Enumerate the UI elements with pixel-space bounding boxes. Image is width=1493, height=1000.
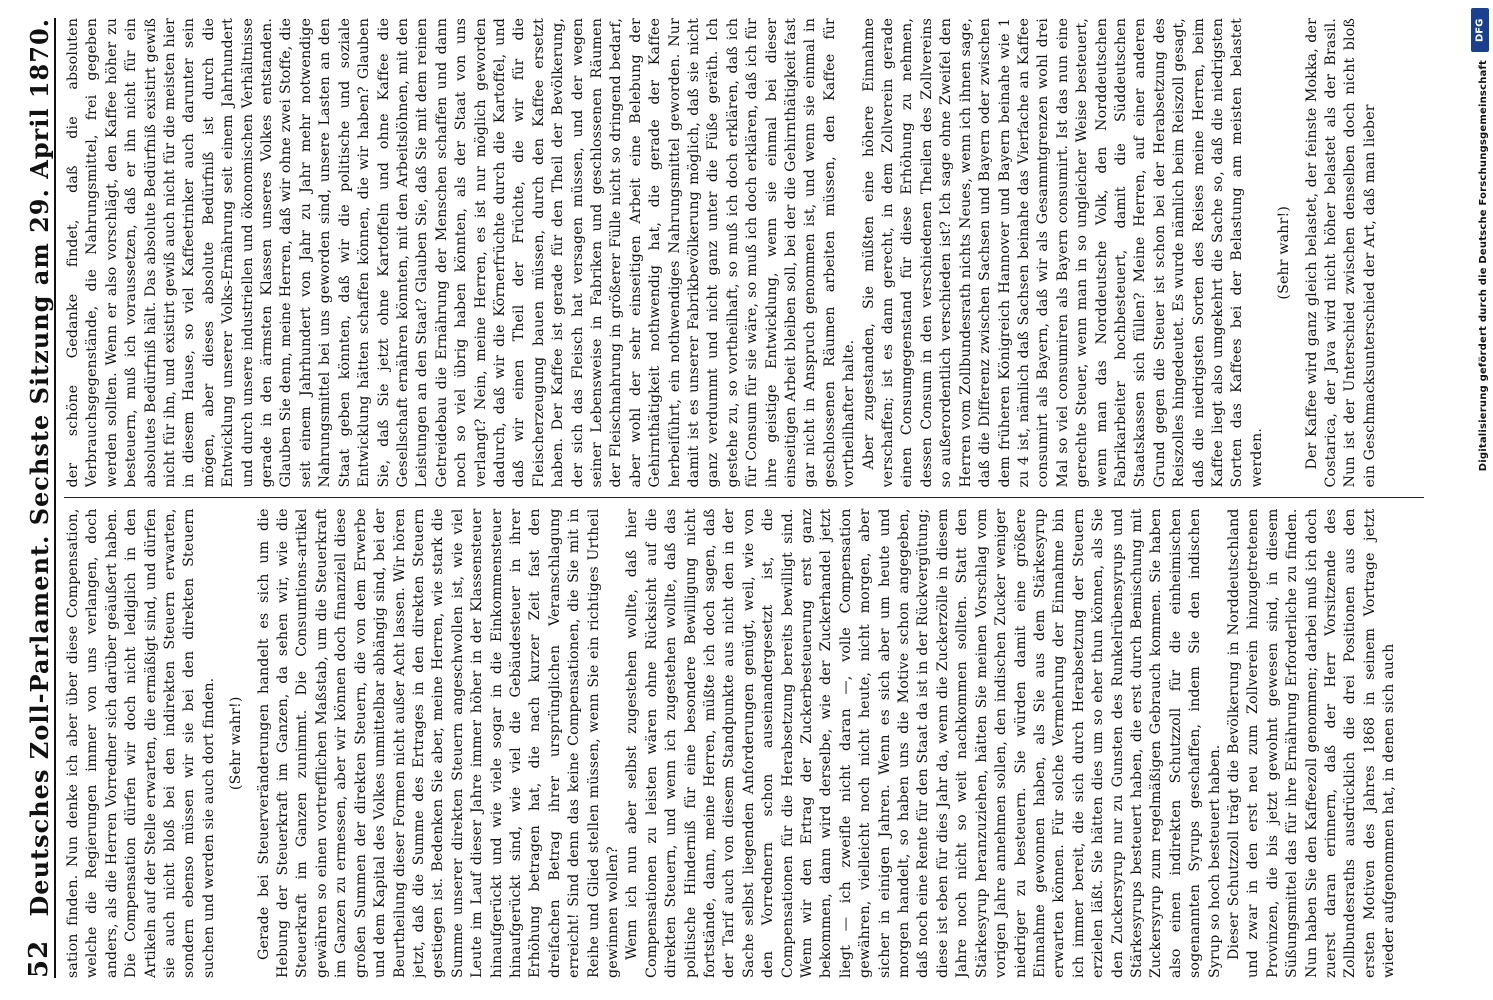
paragraph: Wenn ich nun aber selbst zugestehen wollte, daß hier Compensationen zu leisten wären ohne Rücksicht auf die direkten Steuern, und wenn ich zugestehen wollte, daß das politische Hinderniß für eine besondere Bewilligung nicht fortstände, dann, meine Herren, müßte ich doch sagen, daß der Tarif auch von diesem Standpunkte aus nicht den in der Sache selbst liegenden Anforderungen genügt, weil, wie von den Vorrednern schon auseinandergesetzt ist, die Compensationen für die Herabsetzung bereits bewilligt sind. Wenn wir den Ertrag der Zuckerbesteuerung erst ganz bekommen, dann wird derselbe, wie der Zuckerhandel jetzt liegt — ich zweifle nicht daran —, volle Compensation gewähren, vielleicht noch nicht heute, nicht morgen, aber sicher in einigen Jahren. Wenn es sich aber um heute und morgen handelt, so haben uns die Motive schon angegeben, daß noch eine Rente für den Staat da ist in der Rückvergütung; diese ist eben für dies Jahr da, wenn die Zuckerzölle in diesem Jahre noch nicht so weit nachkommen sollten. Statt den Stärkesyrup heranzuziehen, hätten Sie meinen Vorschlag vom vorigen Jahre annehmen sollen, den indischen Zucker weniger niedriger zu besteuern. Sie würden damit eine größere Einnahme gewonnen haben, als Sie aus dem Stärkesyrup erwarten können. Für solche Vermehrung der Einnahme bin ich immer bereit, die sich durch Herabsetzung der Steuern erzielen läßt. Sie hätten dies um so eher thun können, als Sie den Zuckersyrup nur zu Gunsten des Runkelrübensyrups und Stärkesyrups besteuert haben, die erst durch Bemischung mit Zuckersyrup zum regelmäßigen Gebrauch kommen. Sie haben also einen indirekten Schutzzoll für die einheimischen sogenannten Syrups geschaffen, indem Sie den indischen Syrup so hoch besteuert haben. — [624, 508, 1223, 978]
dfg-logo: DFG — [1471, 8, 1489, 52]
page-header — [14, 18, 56, 978]
page-number: 52 — [24, 939, 54, 978]
paragraph: der schöne Gedanke findet, daß die absoluten Verbrauchsgegenstände, die Nahrungsmittel, frei gegeben werden sollten. Wenn er also vorschlägt, den Kaffee höher zu besteuern, muß ich voraussetzen, daß er ihn nicht für ein absolutes Bedürfniß hält. Das absolute Bedürfniß existirt gewiß nicht für ihn, und existirt gewiß auch nicht für die meisten hier in diesem Hause, so viel Kaffeetrinker auch darunter sein mögen, aber dieses absolute Bedürfniß ist durch die Entwicklung unserer Volks-Ernährung seit einem Jahrhundert und durch unsere industriellen und ökonomischen Verhältnisse gerade in den ärmsten Klassen unseres Volkes entstanden. Glauben Sie denn, meine Herren, daß wir ohne zwei Stoffe, die seit einem Jahrhundert von Jahr zu Jahr mehr notwendige Nahrungsmittel bei uns geworden sind, unsere Lasten an den Staat geben könnten, daß wir die politische und soziale Entwicklung hätten schaffen können, die wir haben? Glauben Sie, daß Sie jetzt ohne Kartoffeln und ohne Kaffee die Gesellschaft ernähren könnten, mit den Arbeitslöhnen, mit den Leistungen an den Staat? Glauben Sie, daß Sie mit dem reinen Getreidebau die Ernährung der Menschen schaffen und dann noch so viel übrig haben könnten, als der Staat von uns verlangt? Nein, meine Herren, es ist nur möglich geworden dadurch, daß wir die Körnerfrüchte durch die Kartoffel, und daß wir einen Theil der Früchte, die wir für die Fleischerzeugung bauen müssen, durch den Kaffee ersetzt haben. Der Kaffee ist gerade für den Theil der Bevölkerung, der sich das Fleisch hat versagen müssen, und der wegen seiner Lebensweise in Fabriken und geschlossenen Räumen der Fleischnahrung in größerer Fülle nicht so dringend bedarf, aber wohl der sehr einseitigen Arbeit eine Belebung der Gehirnthätigkeit nothwendig hat, die gerade der Kaffee herbeiführt, ein nothwendiges Nahrungsmittel geworden. Nur damit ist es unserer Fabrikbevölkerung möglich, daß sie nicht ganz verdummt und nicht ganz unter die Füße geräth. Ich gestehe zu, so vortheilhaft, so muß ich doch erklären, daß ich für Consum für sie wäre, so muß ich doch erklären, daß ich für ihre geistige Entwicklung, wenn sie einmal bei dieser einseitigen Arbeit bleiben soll, bei der die Gehirnthätigkeit fast gar nicht in Anspruch genommen ist, und wenn sie einmal in geschlossenen Räumen arbeiten müssen, den Kaffee für vortheilhafter halte. — [65, 18, 858, 488]
column-divider — [64, 498, 1424, 499]
interjection: (Sehr wahr!) — [1276, 205, 1293, 300]
text-column-left — [64, 509, 1424, 979]
paragraph: sation finden. Nun denke ich aber über diese Compensation, welche die Regierungen immer von uns verlangen, doch anders, als die Herren Vorredner sich darüber geäußert haben. Die Compensation dürfen wir doch nicht lediglich in den Artikeln auf der Stelle erwarten, die ermäßigt sind, und dürfen sie auch nicht bloß bei den indirekten Steuern erwarten, sondern ebenso müssen wir sie bei den direkten Steuern suchen und werden sie auch dort finden. — [65, 508, 217, 978]
digitization-margin — [1468, 0, 1493, 1000]
paragraph: Aber zugestanden, Sie müßten eine höhere Einnahme verschaffen; ist es dann gerecht, in dem Zollverein gerade einen Consumgegenstand für diese Erhöhung zu nehmen, dessen Consum in den verschiedenen Theilen des Zollvereins so außerordentlich verschieden ist? Ich sage ohne Zweifel den Herren vom Zollbundesrath nichts Neues, wenn ich ihnen sage, daß die Differenz zwischen Sachsen und Bayern oder zwischen dem früheren Königreich Hannover und Bayern beinahe wie 1 zu 4 ist, nämlich daß Sachsen beinahe das Vierfache an Kaffee consumirt als Bayern, daß wir als Gesammtgrenzen wohl drei Mal so viel consumiren als Bayern consumirt. Ist das nun eine gerechte Steuer, wenn man in so ungleicher Weise besteuert, wenn man das Norddeutsche Volk, den Norddeutschen Fabrikarbeiter hochbesteuert, damit die Süddeutschen Staatskassen sich füllen? Meine Herren, auf einer anderen Grund gegen die Steuer ist schon bei der Herabsetzung des Reiszolles hingedeutet. Es wurde nämlich beim Reiszoll gesagt, daß die niedrigsten Sorten des Reises meine Herren, beim Kaffee liegt also umgekehrt die Sache so, daß die niedrigsten Sorten das Kaffees bei der Belastung am meisten belastet werden. — [860, 18, 1265, 488]
paragraph: Dieser Schutzzoll trägt die Bevölkerung in Norddeutschland und zwar in den erst neu zum Zollverein hinzugetretenen Provinzen, die bis jetzt gewohnt gewesen sind, in diesem Süßungsmittel das für ihre Ernährung Erforderliche zu finden. Nun haben Sie den Kaffeezoll genommen; darbei muß ich doch zuerst daran erinnern, daß der Herr Vorsitzende des Zollbundesraths ausdrücklich die drei Positionen aus den ersten Motiven des Jahres 1868 in seinem Vortrage jetzt wieder aufgenommen hat, in denen sich auch — [1225, 508, 1398, 978]
running-title: Deutsches Zoll-Parlament. Sechste Sitzung am 29. April 1870. — [25, 18, 54, 917]
text-columns — [64, 18, 1424, 978]
interjection: (Sehr wahr!) — [228, 696, 245, 791]
digitization-note: Digitalisierung gefördert durch die Deutsche Forschungsgemeinschaft — [1478, 60, 1489, 472]
text-column-right — [64, 18, 1424, 488]
paragraph: Der Kaffee wird ganz gleich belastet, der feinste Mokka, der Costarica, der Java wird nicht höher belastet als der Brasil. Nun ist der Unterschied zwischen denselben doch nicht bloß ein Geschmacksunterschied der Art, daß man lieber — [1303, 18, 1378, 488]
paragraph: Gerade bei Steuerveränderungen handelt es sich um die Hebung der Steuerkraft im Ganzen, da sehen wir, wie die Steuerkraft im Ganzen zunimmt. Die Consumtions-artikel gewähren so einen vortrefflichen Maßstab, um die Steuerkraft im Ganzen zu ermessen, aber wir können doch finanziell diese großen Summen der direkten Steuern, die von dem Erwerbe und dem Kapital des Volkes unmittelbar abhängig sind, bei der Beurtheilung dieser Formen nicht außer Acht lassen. Wir hören jetzt, daß die Summe des Ertrages in den direkten Steuern gestiegen ist. Bedenken Sie aber, meine Herren, wie stark die Summe unserer direkten Steuern angeschwollen ist, wie viel Leute im Lauf dieser Jahre immer höher in der Klassensteuer hinaufgerückt und wie viele sogar in die Einkommensteuer hinaufgerückt sind, wie viel die Gebäudesteuer in ihrer Erhöhung betragen hat, die nach kurzer Zeit fast den dreifachen Betrag ihrer ursprünglichen Veranschlagung erreicht! Sind denn das keine Compensationen, die Sie mit in Reihe und Glied stellen müssen, wenn Sie ein richtiges Urtheil gewinnen wollen? — [255, 508, 621, 978]
